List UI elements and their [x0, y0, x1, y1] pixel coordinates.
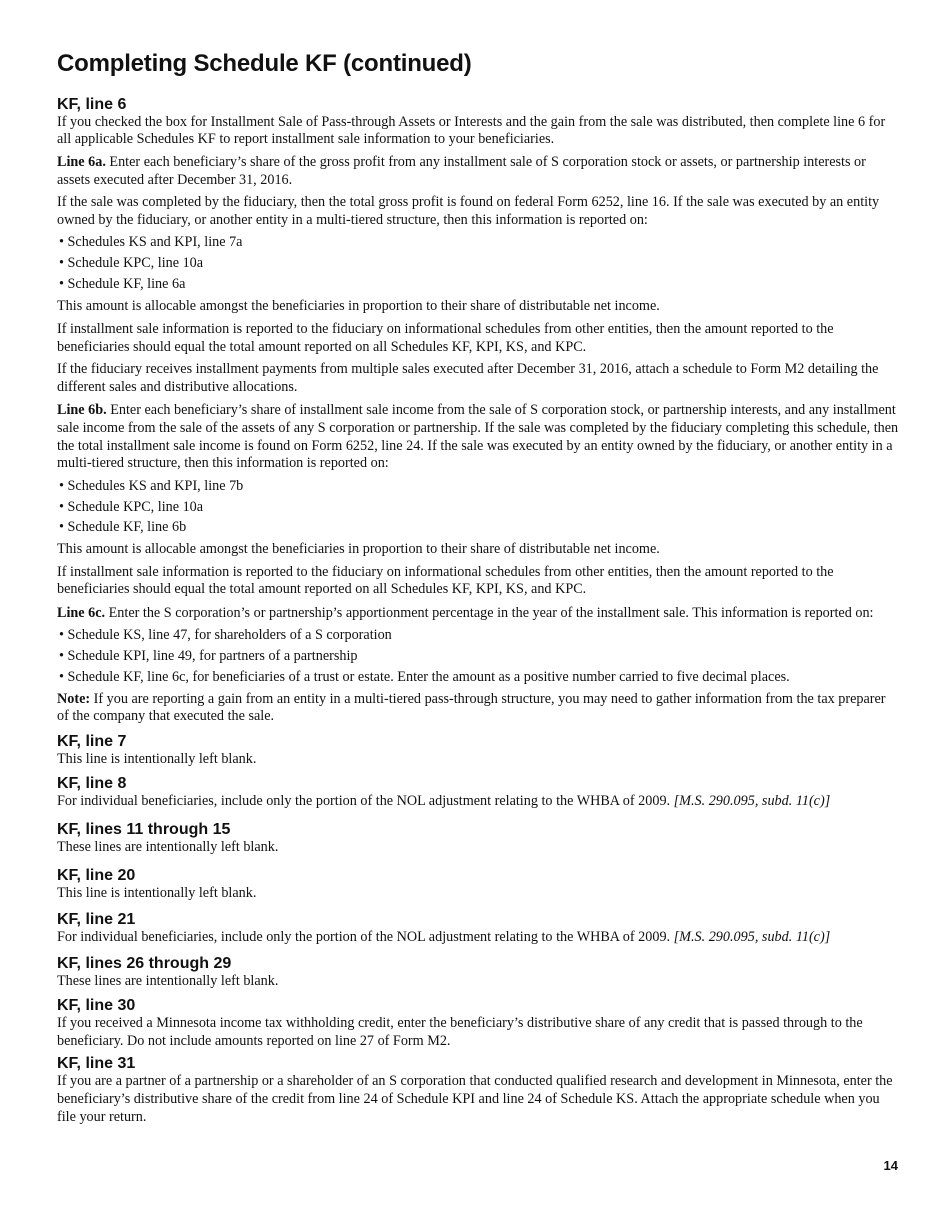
page-number: 14	[883, 1158, 898, 1173]
page-title: Completing Schedule KF (continued)	[57, 50, 472, 77]
paragraph: These lines are intentionally left blank.	[57, 972, 279, 989]
list-item: • Schedule KF, line 6a	[57, 276, 900, 294]
list-item: • Schedules KS and KPI, line 7a	[57, 234, 900, 252]
list-item: • Schedules KS and KPI, line 7b	[57, 478, 900, 496]
section-lines-26-29	[57, 954, 900, 991]
paragraph-line-6a	[57, 154, 900, 189]
section-line-30	[57, 996, 900, 1050]
section-heading: KF, line 6	[57, 95, 127, 113]
section-heading: KF, line 20	[57, 866, 136, 884]
paragraph: If you received a Minnesota income tax withholding credit, enter the beneficiary’s distributive share of any credit that is passed through to the beneficiary. Do not include amounts reported on line 27 of Form M2.	[57, 1015, 863, 1049]
statute-citation: [M.S. 290.095, subd. 11(c)]	[673, 793, 831, 810]
bullet-list	[57, 478, 900, 537]
bullet-list	[57, 234, 900, 293]
paragraph-text: Enter the S corporation’s or partnership’s apportionment percentage in the year of the installment sale. This information is reported on:	[105, 604, 874, 621]
line-label: Line 6c.	[57, 604, 106, 621]
paragraph: If the sale was completed by the fiduciary, then the total gross profit is found on federal Form 6252, line 16. If the sale was executed by an entity owned by the fiduciary, or another entity in a multi-tiered structure, then this information is reported on:	[57, 194, 880, 228]
section-heading: KF, line 31	[57, 1055, 136, 1073]
note-label: Note:	[57, 690, 91, 707]
section-heading: KF, line 7	[57, 732, 127, 750]
section-heading: KF, line 30	[57, 997, 136, 1015]
section-heading: KF, lines 11 through 15	[57, 820, 231, 838]
bullet-list	[57, 627, 900, 686]
paragraph-line-6c	[57, 605, 900, 623]
section-heading: KF, line 8	[57, 775, 127, 793]
section-lines-11-15	[57, 820, 900, 857]
paragraph-text: Enter each beneficiary’s share of installment sale income from the sale of S corporation stock, or partnership interests, and any installment sale income from the sale of the assets of any S corporation or partnership. If the sale was completed by the fiduciary completing this schedule, then the total installment sale income is found on Form 6252, line 24. If the sale was executed by an entity owned by the fiduciary, or another entity in a multi-tiered structure, then this information is reported on:	[57, 402, 899, 472]
paragraph-text: If you are reporting a gain from an entity in a multi-tiered pass-through structure, you may need to gather information from the tax preparer of the company that executed the sale.	[57, 690, 886, 725]
section-heading: KF, line 21	[57, 911, 136, 929]
paragraph: If installment sale information is reported to the fiduciary on informational schedules from other entities, then the amount reported to the beneficiaries should equal the total amount reported on all Schedules KF, KPI, KS, and KPC.	[57, 321, 834, 355]
paragraph: If you checked the box for Installment Sale of Pass-through Assets or Interests and the gain from the sale was distributed, then complete line 6 for all applicable Schedules KF to report installment sale information to your beneficiaries.	[57, 113, 886, 148]
list-item: • Schedule KF, line 6b	[57, 519, 900, 537]
paragraph-line-6b	[57, 402, 900, 472]
paragraph: If you are a partner of a partnership or a shareholder of an S corporation that conducted qualified research and development in Minnesota, enter the beneficiary’s distributive share of the credit from line 24 of Schedule KPI and line 24 of Schedule KS. Attach the appropriate schedule when you file your return.	[57, 1073, 893, 1125]
section-line-8	[57, 774, 900, 811]
list-item: • Schedule KPI, line 49, for partners of a partnership	[57, 648, 900, 666]
note-paragraph	[57, 691, 900, 726]
paragraph-text: Enter each beneficiary’s share of the gross profit from any installment sale of S corporation stock or assets, or partnership interests or assets executed after December 31, 2016.	[57, 153, 866, 188]
paragraph	[57, 929, 900, 947]
section-heading: KF, lines 26 through 29	[57, 954, 232, 972]
list-item: • Schedule KPC, line 10a	[57, 499, 900, 517]
line-label: Line 6b.	[57, 402, 107, 419]
paragraph: This amount is allocable amongst the beneficiaries in proportion to their share of distributable net income.	[57, 297, 660, 314]
line-label: Line 6a.	[57, 153, 106, 170]
paragraph: This line is intentionally left blank.	[57, 884, 257, 901]
list-item: • Schedule KF, line 6c, for beneficiaries of a trust or estate. Enter the amount as a positive number carried to five decimal places.	[57, 669, 900, 687]
section-line-31	[57, 1054, 900, 1126]
list-item: • Schedule KPC, line 10a	[57, 255, 900, 273]
paragraph: This line is intentionally left blank.	[57, 750, 257, 767]
list-item: • Schedule KS, line 47, for shareholders of a S corporation	[57, 627, 900, 645]
statute-citation: [M.S. 290.095, subd. 11(c)]	[673, 929, 831, 946]
paragraph-text: For individual beneficiaries, include only the portion of the NOL adjustment relating to the WHBA of 2009.	[57, 793, 674, 810]
section-line-6	[57, 95, 900, 726]
paragraph	[57, 793, 900, 811]
paragraph: If the fiduciary receives installment payments from multiple sales executed after December 31, 2016, attach a schedule to Form M2 detailing the different sales and distributive allocations.	[57, 361, 879, 395]
paragraph-text: For individual beneficiaries, include only the portion of the NOL adjustment relating to the WHBA of 2009.	[57, 929, 674, 946]
section-line-20	[57, 866, 900, 903]
paragraph: If installment sale information is reported to the fiduciary on informational schedules from other entities, then the amount reported to the beneficiaries should equal the total amount reported on all Schedules KF, KPI, KS, and KPC.	[57, 563, 834, 598]
section-line-7	[57, 732, 900, 769]
section-line-21	[57, 910, 900, 947]
paragraph: These lines are intentionally left blank.	[57, 838, 279, 855]
document-page	[57, 50, 900, 1129]
paragraph: This amount is allocable amongst the beneficiaries in proportion to their share of distributable net income.	[57, 541, 660, 558]
